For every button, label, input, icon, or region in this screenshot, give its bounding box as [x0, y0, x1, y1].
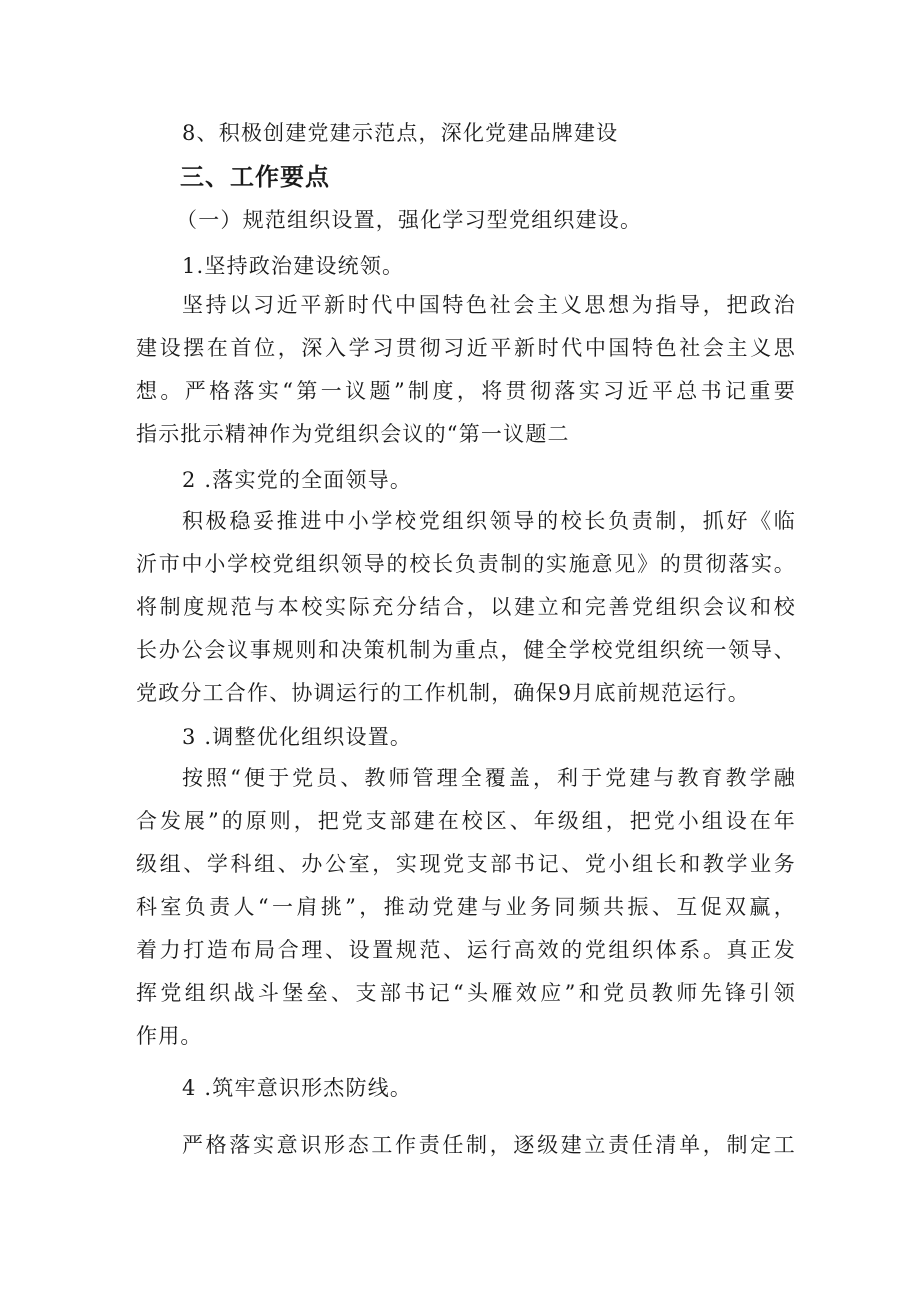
point-1-line-2: 建设摆在首位，深入学习贯彻习近平新时代中国特色社会主义思	[136, 336, 796, 360]
point-4-title: 4 .筑牢意识形杰防线。	[182, 1076, 413, 1100]
point-3-line-6: 挥党组织战斗堡垒、支部书记“头雁效应”和党员教师先锋引领	[136, 981, 796, 1005]
list-item-8: 8、积极创建党建示范点，深化党建品牌建设	[182, 121, 619, 145]
point-3-title: 3 .调整优化组织设置。	[182, 725, 413, 749]
point-2-line-2: 沂市中小学校党组织领导的校长负责制的实施意见》的贯彻落实。	[136, 552, 796, 576]
point-2-line-5: 党政分工合作、协调运行的工作机制，确保9月底前规范运行。	[136, 681, 750, 705]
point-3-line-2: 合发展”的原则，把党支部建在校区、年级组，把党小组设在年	[136, 809, 796, 833]
point-1-line-4: 指示批示精神作为党组织会议的“第一议题二	[136, 422, 570, 446]
point-2-line-3: 将制度规范与本校实际充分结合，以建立和完善党组织会议和校	[136, 595, 796, 619]
point-2-line-4: 长办公会议事规则和决策机制为重点，健全学校党组织统一领导、	[136, 638, 796, 662]
point-1-line-1: 坚持以习近平新时代中国特色社会主义思想为指导，把政治	[182, 293, 796, 317]
point-3-line-7: 作用。	[136, 1024, 203, 1048]
point-1-line-3: 想。严格落实“第一议题”制度，将贯彻落实习近平总书记重要	[136, 379, 796, 403]
point-3-line-1: 按照“便于党员、教师管理全覆盖，利于党建与教育教学融	[182, 766, 796, 790]
section-heading: 三、工作要点	[180, 163, 330, 191]
point-3-line-3: 级组、学科组、办公室，实现党支部书记、党小组长和教学业务	[136, 852, 796, 876]
point-2-title: 2 .落实党的全面领导。	[182, 468, 413, 492]
point-3-line-5: 着力打造布局合理、设置规范、运行高效的党组织体系。真正发	[136, 938, 796, 962]
point-2-line-1: 积极稳妥推进中小学校党组织领导的校长负责制，抓好《临	[182, 509, 796, 533]
point-1-title: 1.坚持政治建设统领。	[182, 254, 405, 278]
point-4-line-1: 严格落实意识形态工作责任制，逐级建立责任清单，制定工	[182, 1133, 796, 1157]
subsection-title: （一）规范组织设置，强化学习型党组织建设。	[176, 208, 643, 232]
point-3-line-4: 科室负责人“一肩挑”，推动党建与业务同频共振、互促双赢，	[136, 895, 796, 919]
